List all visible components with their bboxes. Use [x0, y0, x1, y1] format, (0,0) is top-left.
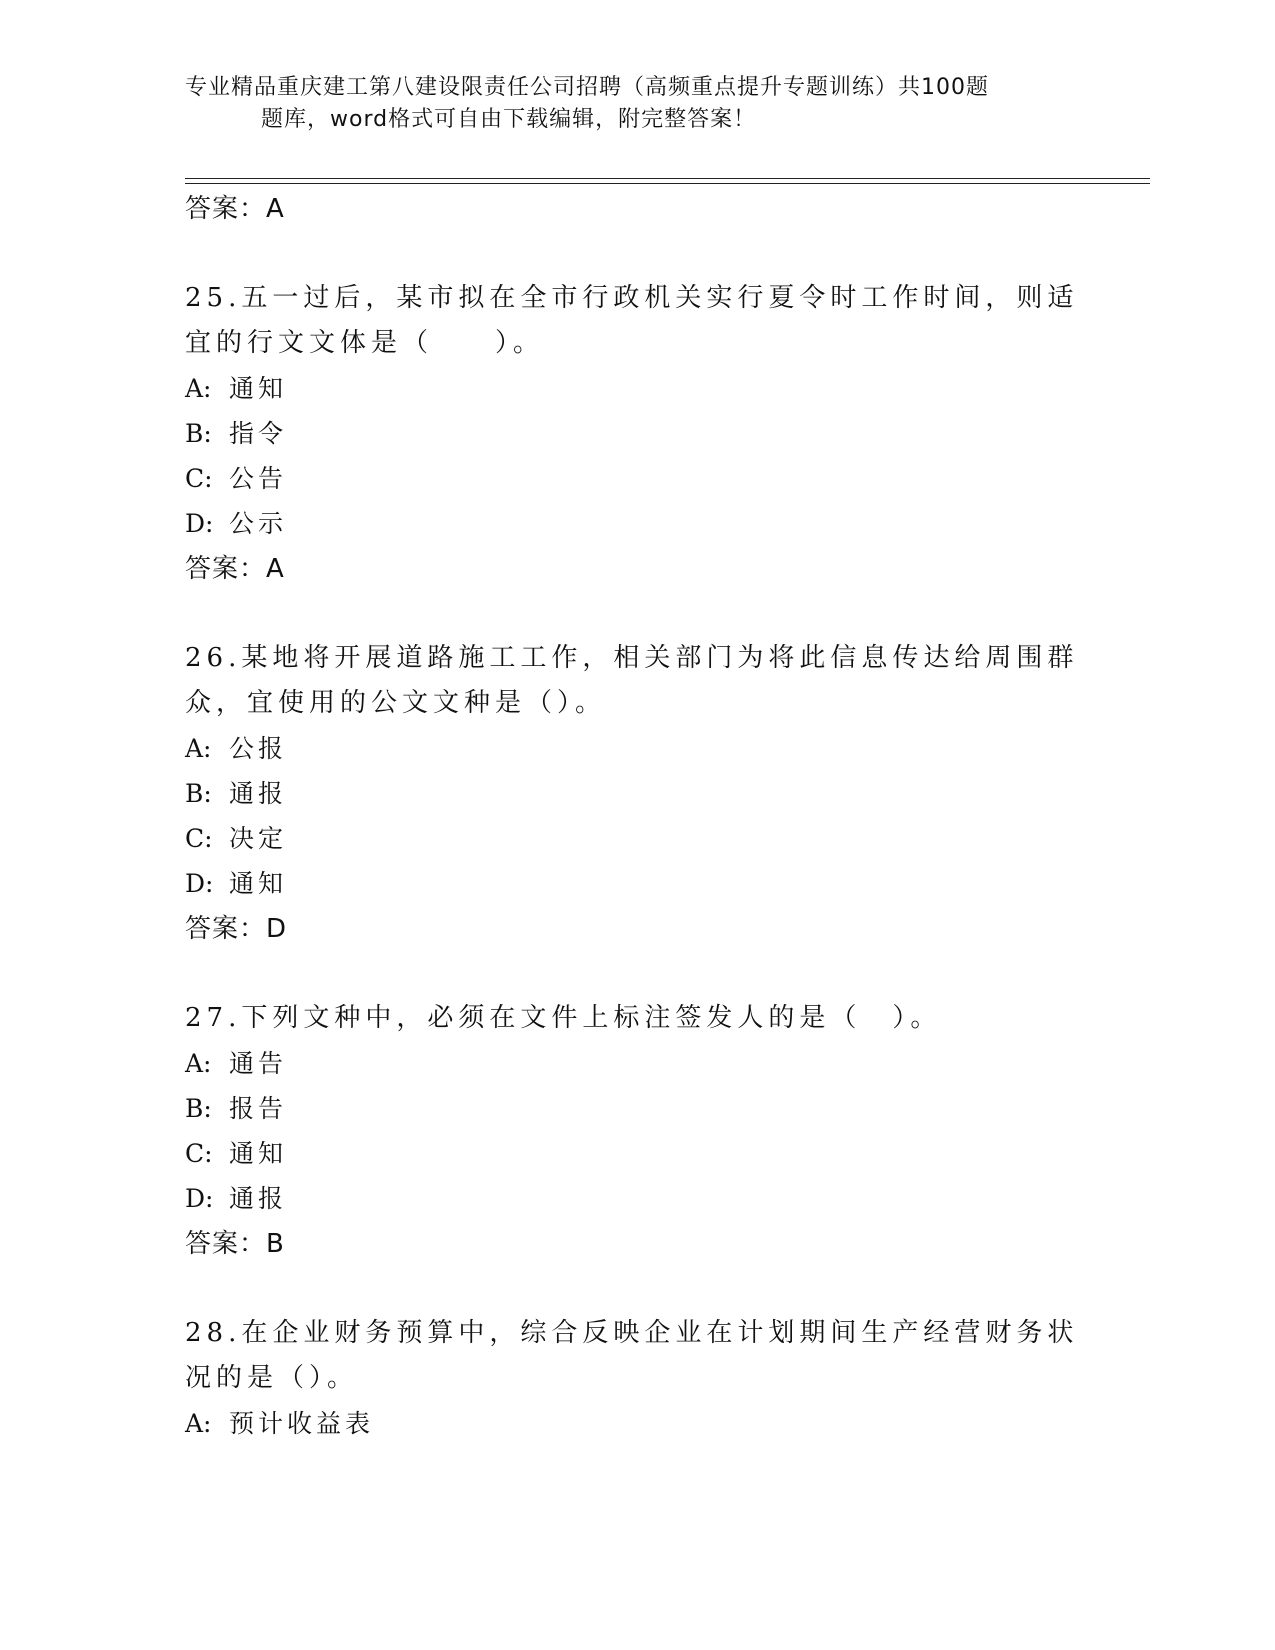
option-text: 公示 [229, 509, 288, 538]
option-key: D: [185, 1184, 214, 1213]
option-item [185, 456, 1085, 501]
option-text: 指令 [229, 419, 288, 448]
answer-label: 答案： [185, 194, 267, 224]
answer-line [185, 546, 1085, 592]
option-key: B: [185, 1094, 212, 1123]
option-key: A: [185, 374, 212, 403]
answer-value: D [266, 914, 288, 944]
option-key: B: [185, 779, 212, 808]
answer-value: B [266, 1229, 285, 1259]
option-key: D: [185, 509, 214, 538]
option-text: 通知 [229, 1139, 288, 1168]
option-text: 公告 [229, 464, 288, 493]
option-text: 报告 [229, 1094, 288, 1123]
question-text: 25.五一过后，某市拟在全市行政机关实行夏令时工作时间，则适宜的行文文体是（ ）。 [185, 283, 1079, 358]
question-list [185, 276, 1085, 1446]
option-item [185, 1086, 1085, 1131]
option-item [185, 501, 1085, 546]
question-item [185, 996, 1085, 1267]
option-key: D: [185, 869, 214, 898]
question-text: 26.某地将开展道路施工工作，相关部门为将此信息传达给周围群众，宜使用的公文文种是（）。 [185, 643, 1079, 718]
question-text: 27.下列文种中，必须在文件上标注签发人的是（ ）。 [185, 1003, 942, 1033]
option-text: 通知 [229, 869, 288, 898]
answer-value: A [266, 194, 285, 224]
header-rule-top [185, 178, 1150, 179]
option-key: C: [185, 464, 213, 493]
option-item [185, 1176, 1085, 1221]
answer-label: 答案： [185, 554, 267, 584]
option-item [185, 366, 1085, 411]
option-item [185, 1131, 1085, 1176]
option-key: A: [185, 734, 212, 763]
answer-line [185, 1221, 1085, 1267]
option-key: B: [185, 419, 212, 448]
question-item [185, 276, 1085, 592]
option-item [185, 726, 1085, 771]
answer-label: 答案： [185, 914, 267, 944]
option-item [185, 816, 1085, 861]
answer-label: 答案： [185, 1229, 267, 1259]
option-item [185, 411, 1085, 456]
option-text: 公报 [229, 734, 288, 763]
question-item [185, 636, 1085, 952]
option-text: 决定 [229, 824, 288, 853]
document-header [185, 72, 1085, 136]
answer-line [185, 186, 1085, 232]
option-key: C: [185, 1139, 213, 1168]
option-text: 通报 [229, 779, 288, 808]
header-title-line2: 题库，word格式可自由下载编辑，附完整答案！ [261, 107, 757, 132]
header-rule-bottom [185, 183, 1150, 184]
option-text: 通知 [229, 374, 288, 403]
option-item [185, 861, 1085, 906]
option-key: A: [185, 1049, 212, 1078]
option-item [185, 1041, 1085, 1086]
option-text: 预计收益表 [229, 1409, 375, 1438]
option-text: 通报 [229, 1184, 288, 1213]
option-item [185, 1401, 1085, 1446]
option-item [185, 771, 1085, 816]
header-title-line1: 专业精品重庆建工第八建设限责任公司招聘（高频重点提升专题训练）共100题 [185, 75, 989, 100]
answer-line [185, 906, 1085, 952]
question-item [185, 1311, 1085, 1446]
answer-value: A [266, 554, 285, 584]
option-key: A: [185, 1409, 212, 1438]
option-key: C: [185, 824, 213, 853]
option-text: 通告 [229, 1049, 288, 1078]
question-text: 28.在企业财务预算中，综合反映企业在计划期间生产经营财务状况的是（）。 [185, 1318, 1079, 1393]
document-body [185, 186, 1085, 1446]
